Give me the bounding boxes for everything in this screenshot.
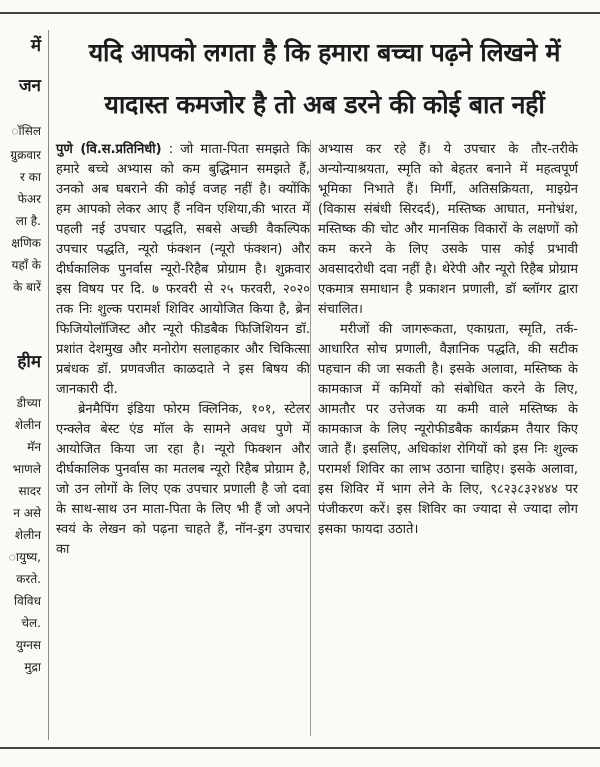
fragment-line: सादर — [18, 484, 41, 498]
bottom-rule — [0, 747, 600, 749]
fragment-line: क्षणिक — [11, 236, 41, 250]
headline-line-1: यदि आपको लगता है कि हमारा बच्चा पढ़ने लिखने में — [88, 38, 561, 67]
fragment-line: ॉसिल — [11, 124, 41, 138]
top-rule — [0, 12, 600, 14]
fragment-line: मुद्रा — [24, 660, 41, 674]
fragment-line: न असे — [13, 506, 41, 520]
paragraph-text: : जो माता-पिता समझते कि हमारे बच्चे अभ्यास को कम बुद्धिमान समझते हैं, उनको अब घबराने की कोई वजह नहीं है। क्योंकि हम आपको लेकर आए हैं नविन एशिया,की भारत में पहली नई उपचार पद्धति, सबसे अच्छी वैकल्पिक उपचार पद्धति, न्यूरो फंक्शन (न्यूरो फंक्शन) और दीर्घकालिक पुनर्वास न्यूरो-रिहैब प्रोग्राम है। शुक्रवार इस विषय पर दि. ७ फरवरी से २५ फरवरी, २०२० तक निः शुल्क परामर्श शिविर आयोजित किया है, ब्रेन फिजियोलॉजिस्ट और न्यूरो फीडबैक फिजिशियन डॉ. प्रशांत देशमुख और मनोरोग सलाहकार और चिकित्सा प्रबंधक डॉ. प्रणवजीत काळदाते ने इस बिषय की जानकारी दी. — [56, 142, 311, 397]
article-paragraph: मरीजों की जागरूकता, एकाग्रता, स्मृति, तर्क-आधारित सोच प्रणाली, वैज्ञानिक पद्धति, की सटीक पहचान की जा सकती है। इसके अलावा, मस्तिष्क के कामकाज में कमियों को संबोधित करने के लिए, आमतौर पर उत्तेजक या कमी वाले मस्तिष्क के कामकाज के लिए न्यूरोफीडबैक कार्यक्रम तैयार किए जाते हैं। इसलिए, अधिकांश रोगियों को इस निः शुल्क परामर्श शिविर का लाभ उठाना चाहिए। इसके अलावा, इस शिविर में भाग लेने के लिए, ९८२३८३२४४४ पर पंजीकरण करें। इस शिविर का ज्यादा से ज्यादा लोग इसका फायदा उठाते। — [318, 322, 578, 537]
fragment-line: शेलीन — [14, 528, 41, 542]
article-paragraph — [56, 140, 310, 400]
fragment-line: ग्रुक्रवार — [10, 148, 41, 162]
fragment-line: ला है. — [15, 214, 41, 228]
fragment-line: भाणले — [12, 462, 41, 476]
article-column-2 — [318, 140, 578, 738]
article-column-1 — [56, 140, 310, 738]
fragment-line: शेलीन — [14, 418, 41, 432]
fragment-line: यहाँ के — [11, 258, 41, 272]
column-separator — [48, 30, 49, 740]
fragment-line: र का — [19, 170, 41, 184]
fragment-line: जन — [18, 76, 41, 96]
article-paragraph: अभ्यास कर रहे हैं। ये उपचार के तौर-तरीके अन्योन्याश्रयता, स्मृति को बेहतर बनाने में महत्वपूर्ण भूमिका निभाते हैं। मिर्गी, अतिसक्रियता, माइग्रेन (विकास संबंधी सिरदर्द), मस्तिष्क आघात, मनोभ्रंश, मस्तिष्क की चोट और मानसिक विकारों के लक्षणों को कम करने के लिए उसके पास कोई प्रभावी अवसादरोधी दवा नहीं है। थेरेपी और न्यूरो रिहैब प्रोग्राम एकमात्र समाधान है प्रकाशन प्रणाली, डॉ ब्लॉगर द्वारा संचालित। — [318, 142, 578, 317]
fragment-line: विविध — [14, 594, 41, 608]
fragment-line: के बारें — [13, 280, 41, 294]
adjacent-column-fragment — [0, 16, 45, 744]
fragment-line: ायुष्य, — [8, 550, 41, 564]
fragment-line: हीम — [17, 352, 41, 372]
column-divider — [310, 140, 311, 736]
headline-line-2: यादास्त कमजोर है तो अब डरने की कोई बात नहीं — [104, 90, 545, 119]
fragment-line: में — [30, 36, 41, 56]
fragment-line: चेल. — [21, 616, 41, 630]
fragment-line: डीच्या — [16, 396, 41, 410]
fragment-line: मॅन — [27, 440, 41, 454]
byline: पुणे (वि.स.प्रतिनिधी) — [56, 142, 162, 157]
article-paragraph: ब्रेनमैपिंग इंडिया फोरम क्लिनिक, १०१, स्टेलर एन्क्लेव बेस्ट एंड मॉल के सामने अवध पुणे में आयोजित किया जा रहा है। न्यूरो फिक्शन और दीर्घकालिक पुनर्वास का मतलब न्यूरो रिहैब प्रोग्राम है, जो उन लोगों के लिए एक उपचार प्रणाली है जो दवा के साथ-साथ उन माता-पिता के लिए भी हैं जो अपने स्वयं के लेखन को पढ़ना चाहते हैं, नॉन-ड्रग उपचार का — [56, 402, 310, 557]
fragment-line: करते. — [16, 572, 41, 586]
fragment-line: फेअर — [17, 192, 41, 206]
fragment-line: युग्नस — [15, 638, 41, 652]
